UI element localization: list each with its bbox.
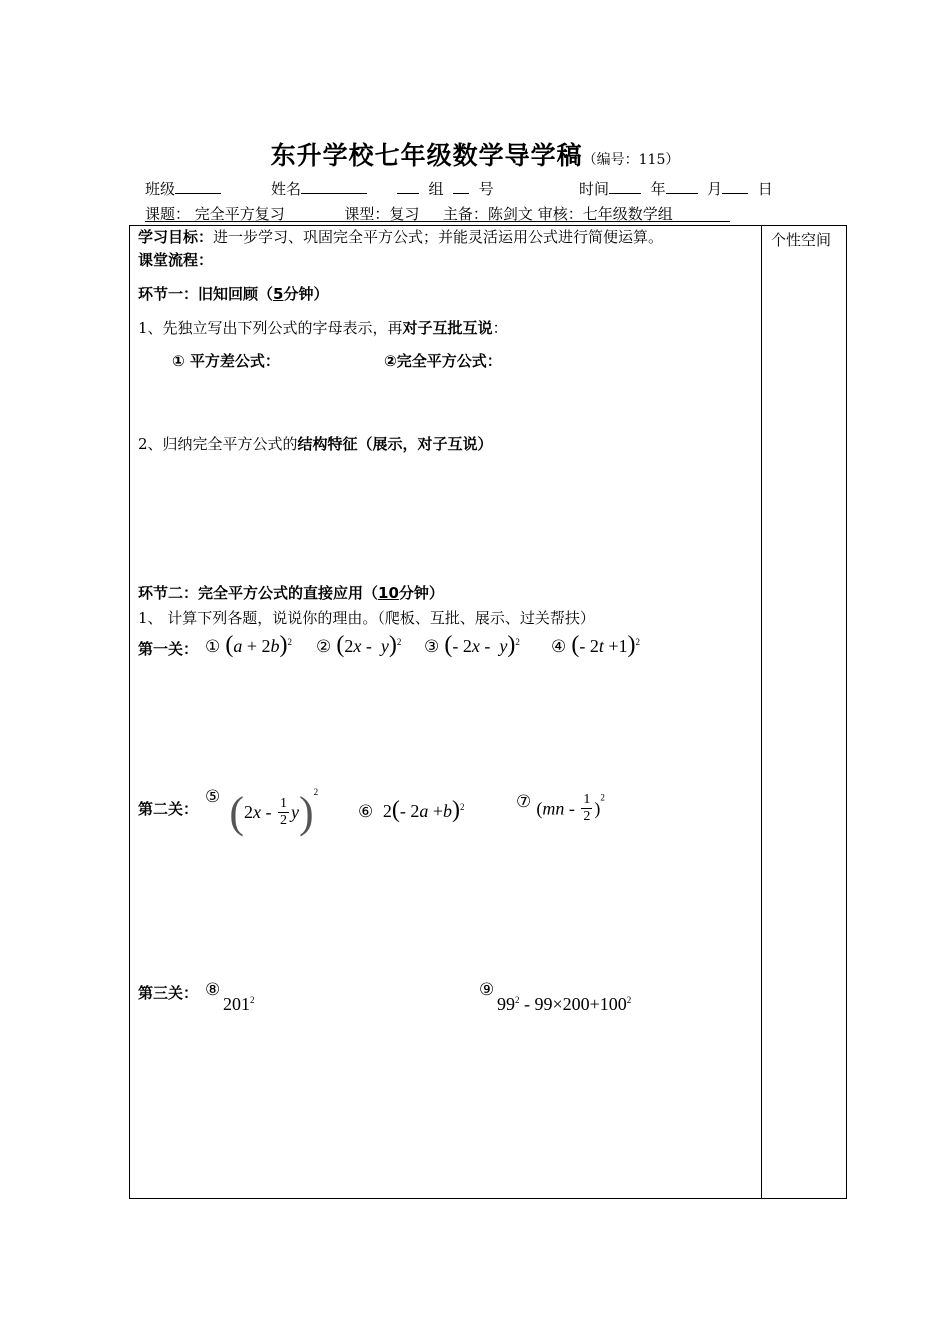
title-code: （编号：115） (582, 152, 680, 168)
problem-1: ① $(a + 2b)^2$ (205, 632, 292, 658)
problem-2: ② (2x - y)$^2$ (316, 632, 402, 658)
formula-diff-squares: ① 平方差公式： (172, 352, 280, 370)
lesson-line (145, 203, 730, 222)
section2-title: 环节二：完全平方公式的直接应用（10分钟） (138, 584, 444, 602)
title-main: 东升学校七年级数学导学稿 (270, 141, 583, 170)
date-field[interactable]: 时间 年 月 日 (579, 180, 773, 198)
lesson-author: 主备：陈剑文 (442, 205, 533, 223)
lesson-reviewer: 审核：七年级数学组 (537, 205, 673, 223)
section2-q1: 1、 计算下列各题，说说你的理由。（爬板、互批、展示、过关帮扶） (138, 609, 595, 627)
level1-label: 第一关： (138, 640, 199, 658)
side-label: 个性空间 (771, 231, 832, 249)
column-divider (761, 225, 762, 1199)
formula-perfect-square: ②完全平方公式： (384, 352, 502, 370)
problem-4: ④ (- 2t +1)$^2$ (551, 632, 641, 658)
problem-8: ⑧ $201^2$ (205, 980, 255, 1014)
problem-6: ⑥ 2(- 2a +b)$^2$ (358, 797, 465, 823)
flow-label: 课堂流程： (138, 251, 214, 269)
lesson-type: 课型：复习 (344, 205, 420, 223)
worksheet-table (129, 225, 847, 1199)
section1-title: 环节一：旧知回顾（5分钟） (138, 285, 329, 303)
section1-q1: 1、先独立写出下列公式的字母表示，再对子互批互说： (138, 319, 508, 337)
name-field[interactable]: 姓名 (271, 178, 367, 199)
learning-goal: 学习目标：进一步学习、巩固完全平方公式；并能灵活运用公式进行简便运算。 (138, 228, 664, 246)
problem-3: ③ (- 2x - y)$^2$ (424, 632, 520, 658)
problem-9: ⑨ $99^2 - 99\times 200+100^2$ (479, 980, 632, 1014)
class-field[interactable]: 班级 (145, 178, 221, 199)
group-field[interactable]: 组 号 (397, 178, 494, 199)
lesson-topic: 课题： 完全平方复习 (145, 205, 285, 223)
level3-label: 第三关： (138, 984, 199, 1002)
problem-7: ⑦ (mn - $\frac{1}{2}$ )$^2$ (516, 792, 605, 824)
level2-label: 第二关： (138, 800, 199, 818)
problem-5: ⑤ (2x - $\frac{1}{2}$ y)$^2$ (205, 787, 319, 837)
page-title (0, 136, 950, 172)
section1-q2: 2、归纳完全平方公式的结构特征（展示，对子互说） (138, 435, 493, 453)
